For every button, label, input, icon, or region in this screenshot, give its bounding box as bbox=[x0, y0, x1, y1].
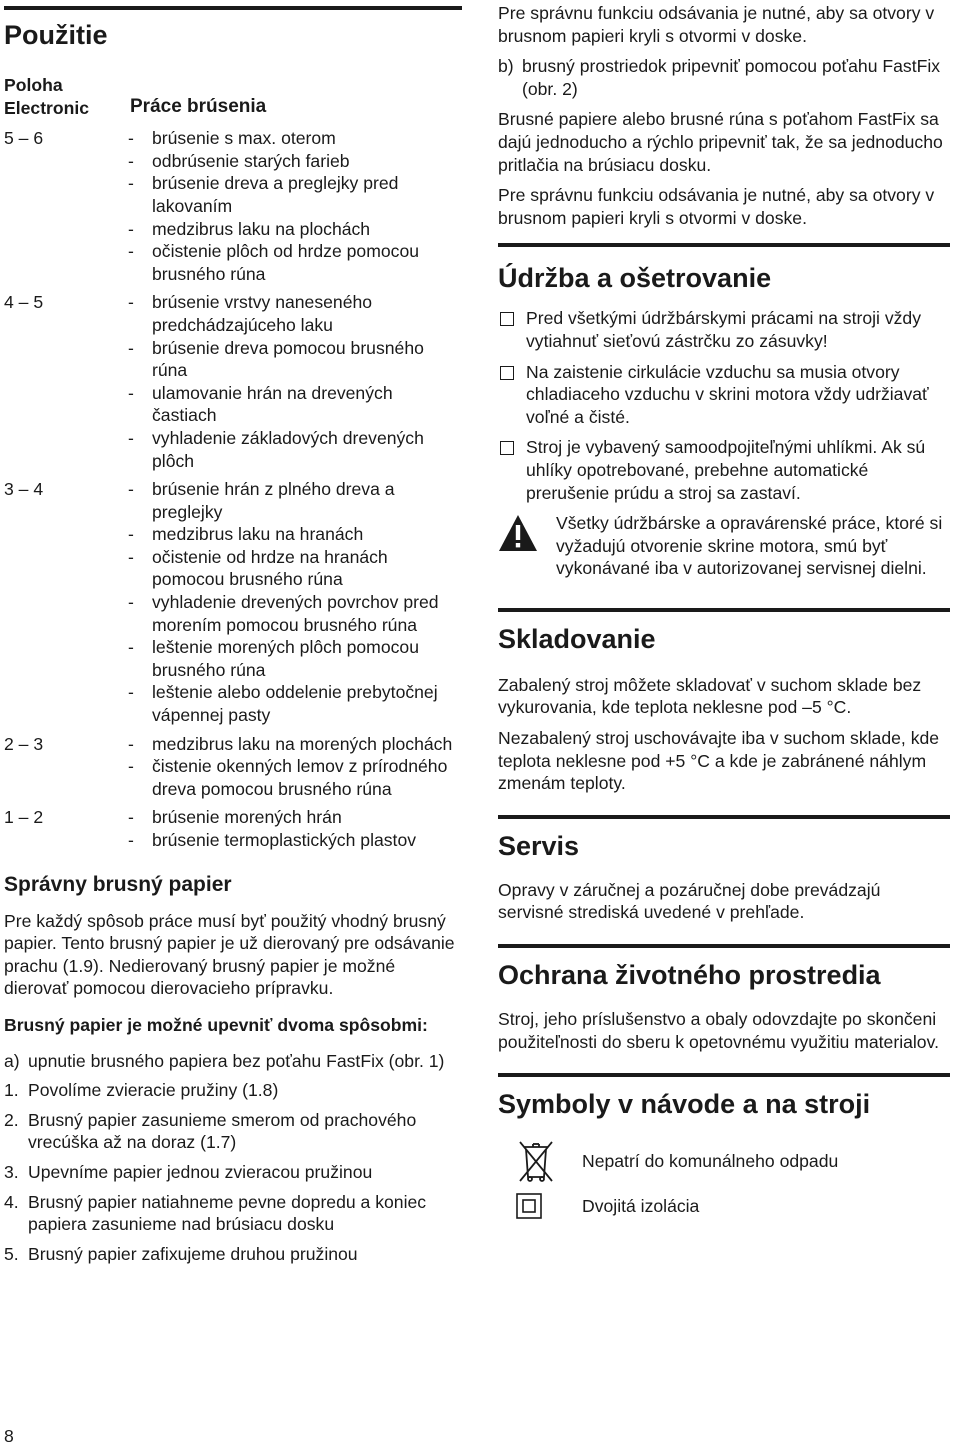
section-title-usage: Použitie bbox=[4, 20, 108, 50]
maintenance-item bbox=[498, 307, 950, 352]
usage-item bbox=[128, 755, 462, 800]
usage-item bbox=[128, 427, 462, 472]
usage-item-text: vyhladenie základových drevených plôch bbox=[152, 427, 424, 471]
step-text: Upevníme papier jednou zvieracou pružinou bbox=[28, 1161, 373, 1182]
usage-item-text: brúsenie dreva pomocou brusného rúna bbox=[152, 337, 424, 381]
usage-table-header bbox=[4, 74, 462, 119]
usage-item-text: brúsenie dreva a preglejky pred lakovaním bbox=[152, 173, 399, 216]
step-number: 2. bbox=[4, 1109, 19, 1130]
crossed-bin-icon bbox=[498, 1139, 582, 1183]
symbol-row bbox=[498, 1139, 950, 1183]
usage-item bbox=[128, 478, 462, 523]
usage-item-text: brúsenie hrán z plného dreva a preglejky bbox=[152, 479, 395, 522]
usage-item-text: medzibrus laku na morených plochách bbox=[152, 733, 453, 754]
usage-item-text: brúsenie morených hrán bbox=[152, 807, 342, 828]
storage-paragraph-1: Zabalený stroj môžete skladovať v suchom sklade bez vykurovania, kde teplota neklesne pod –5 °C. bbox=[498, 674, 922, 718]
usage-row bbox=[4, 291, 462, 472]
usage-item bbox=[128, 150, 462, 173]
page-number: 8 bbox=[4, 1426, 14, 1446]
steps-list bbox=[4, 1079, 462, 1265]
dash-marker: - bbox=[128, 524, 134, 545]
step-item bbox=[4, 1191, 462, 1236]
section-title-symbols: Symboly v návode a na stroji bbox=[498, 1089, 871, 1120]
intro-paragraph: Pre správnu funkciu odsávania je nutné, aby sa otvory v brusnom papieri kryli s otvormi v doske. bbox=[498, 3, 935, 46]
fix-methods-heading: Brusný papier je možné upevniť dvoma spôsobmi: bbox=[4, 1014, 428, 1035]
dash-marker: - bbox=[128, 150, 134, 171]
dash-marker: - bbox=[128, 427, 134, 448]
dash-marker: - bbox=[128, 756, 134, 777]
step-item bbox=[4, 1161, 462, 1184]
symbol-label: Dvojitá izolácia bbox=[582, 1195, 700, 1216]
usage-row bbox=[4, 127, 462, 285]
step-item bbox=[4, 1079, 462, 1102]
usage-item bbox=[128, 806, 462, 829]
dash-marker: - bbox=[128, 830, 134, 850]
usage-item bbox=[128, 337, 462, 382]
step-number: 5. bbox=[4, 1243, 19, 1264]
list-text: brusný prostriedok pripevniť pomocou poťahu FastFix (obr. 2) bbox=[522, 56, 941, 99]
dash-marker: - bbox=[128, 807, 134, 828]
dash-marker: - bbox=[128, 128, 134, 149]
usage-items bbox=[128, 806, 462, 851]
header-work: Práce brúsenia bbox=[130, 95, 267, 117]
maintenance-item bbox=[498, 361, 950, 429]
usage-item-text: brúsenie termoplastických plastov bbox=[152, 830, 417, 850]
dash-marker: - bbox=[128, 546, 134, 567]
section-rule bbox=[498, 944, 950, 948]
checkbox-square-icon bbox=[500, 366, 514, 380]
usage-item-text: vyhladenie drevených povrchov pred morením pomocou brusného rúna bbox=[152, 592, 439, 635]
service-paragraph: Opravy v záručnej a pozáručnej dobe prevádzajú servisné strediská uvedené v prehľade. bbox=[498, 879, 881, 923]
section-rule bbox=[4, 6, 462, 10]
usage-item bbox=[128, 733, 462, 756]
usage-item-text: leštenie alebo oddelenie prebytočnej vápennej pasty bbox=[152, 682, 438, 726]
usage-item-text: medzibrus laku na hranách bbox=[152, 524, 364, 545]
usage-item-text: brúsenie s max. oterom bbox=[152, 128, 336, 149]
usage-row bbox=[4, 733, 462, 801]
usage-level: 3 – 4 bbox=[4, 479, 44, 500]
list-label: b) bbox=[498, 56, 514, 77]
section-rule bbox=[498, 608, 950, 612]
usage-item-text: medzibrus laku na plochách bbox=[152, 218, 371, 239]
symbol-label: Nepatrí do komunálneho odpadu bbox=[582, 1150, 839, 1171]
double-insulation-icon bbox=[498, 1193, 582, 1219]
usage-item-text: leštenie morených plôch pomocou brusného rúna bbox=[152, 637, 419, 680]
dash-marker: - bbox=[128, 218, 134, 239]
intro-paragraph-2: Pre správnu funkciu odsávania je nutné, aby sa otvory v brusnom papieri kryli s otvormi v doske. bbox=[498, 185, 935, 228]
usage-level: 4 – 5 bbox=[4, 292, 44, 313]
usage-item bbox=[128, 382, 462, 427]
usage-item-text: brúsenie vrstvy naneseného predchádzajúceho laku bbox=[152, 292, 373, 335]
dash-marker: - bbox=[128, 337, 134, 358]
paper-paragraph: Pre každý spôsob práce musí byť použitý vhodný brusný papier. Tento brusný papier je už dierovaný pre odsávanie prachu (1.9). Nedierovaný brusný papier je možné dierovať pomocou dierovacieho prípravku. bbox=[4, 910, 455, 999]
usage-level: 5 – 6 bbox=[4, 128, 44, 149]
warning-block bbox=[498, 512, 950, 580]
fastfix-paragraph: Brusné papiere alebo brusné rúna s poťahom FastFix sa dajú jednoducho a rýchlo pripevniť tak, že sa jednoducho pritlačia na brúsiacu dosku. bbox=[498, 109, 943, 175]
dash-marker: - bbox=[128, 241, 134, 262]
checkbox-square-icon bbox=[500, 441, 514, 455]
usage-row bbox=[4, 478, 462, 727]
header-position: Poloha Electronic bbox=[4, 75, 90, 118]
section-rule bbox=[498, 815, 950, 819]
environment-paragraph: Stroj, jeho príslušenstvo a obaly odovzdajte po skončeni použiteľnosti do sberu k opetovnému využitiu materialov. bbox=[498, 1009, 939, 1052]
usage-item bbox=[128, 591, 462, 636]
section-rule bbox=[498, 243, 950, 247]
usage-items bbox=[128, 291, 462, 472]
usage-item bbox=[128, 218, 462, 241]
left-column bbox=[4, 0, 462, 1265]
maintenance-item-text: Pred všetkými údržbárskymi prácami na stroji vždy vytiahnuť sieťovú zástrčku zo zásuvky! bbox=[526, 308, 921, 351]
usage-item bbox=[128, 829, 462, 852]
usage-level: 1 – 2 bbox=[4, 807, 44, 828]
usage-item bbox=[128, 172, 462, 217]
step-number: 4. bbox=[4, 1191, 19, 1212]
dash-marker: - bbox=[128, 479, 134, 500]
maintenance-item bbox=[498, 436, 950, 504]
step-item bbox=[4, 1243, 462, 1266]
dash-marker: - bbox=[128, 637, 134, 658]
usage-item-text: čistenie okenných lemov z prírodného dreva pomocou brusného rúna bbox=[152, 756, 448, 799]
section-title-storage: Skladovanie bbox=[498, 623, 656, 654]
usage-item bbox=[128, 127, 462, 150]
section-title-maintenance: Údržba a ošetrovanie bbox=[498, 263, 772, 294]
usage-items bbox=[128, 478, 462, 727]
maintenance-list bbox=[498, 307, 950, 504]
usage-item bbox=[128, 636, 462, 681]
step-text: Povolíme zvieracie pružiny (1.8) bbox=[28, 1080, 279, 1101]
dash-marker: - bbox=[128, 733, 134, 754]
section-title-service: Servis bbox=[498, 830, 580, 861]
dash-marker: - bbox=[128, 592, 134, 613]
usage-item-text: očistenie plôch od hrdze pomocou brusného rúna bbox=[152, 241, 420, 284]
usage-item-text: odbrúsenie starých farieb bbox=[152, 150, 350, 171]
dash-marker: - bbox=[128, 173, 134, 194]
usage-table bbox=[4, 127, 462, 851]
step-number: 1. bbox=[4, 1080, 19, 1101]
fix-option-a bbox=[4, 1050, 462, 1073]
step-number: 3. bbox=[4, 1161, 19, 1182]
storage-paragraph-2: Nezabalený stroj uschovávajte iba v suchom sklade, kde teplota neklesne pod +5 °C a kde je zabránené náhlym zmenám teploty. bbox=[498, 728, 940, 794]
usage-item bbox=[128, 681, 462, 726]
warning-icon bbox=[498, 512, 556, 580]
step-text: Brusný papier natiahneme pevne dopredu a koniec papiera zasunieme nad brúsiacu dosku bbox=[28, 1191, 427, 1235]
dash-marker: - bbox=[128, 682, 134, 703]
maintenance-item-text: Stroj je vybavený samoodpojiteľnými uhlíkmi. Ak sú uhlíky opotrebované, prebehne automatické prerušenie prúdu a stroj sa zastaví. bbox=[526, 437, 926, 503]
usage-items bbox=[128, 733, 462, 801]
right-column bbox=[498, 0, 950, 1219]
usage-item bbox=[128, 546, 462, 591]
step-text: Brusný papier zafixujeme druhou pružinou bbox=[28, 1243, 358, 1264]
dash-marker: - bbox=[128, 292, 134, 313]
section-title-paper: Správny brusný papier bbox=[4, 872, 232, 896]
usage-level: 2 – 3 bbox=[4, 733, 44, 754]
section-title-environment: Ochrana životného prostredia bbox=[498, 960, 881, 991]
usage-items bbox=[128, 127, 462, 285]
usage-item bbox=[128, 240, 462, 285]
usage-row bbox=[4, 806, 462, 851]
list-text: upnutie brusného papiera bez poťahu FastFix (obr. 1) bbox=[28, 1050, 445, 1071]
symbol-row bbox=[498, 1193, 950, 1219]
usage-item-text: očistenie od hrdze na hranách pomocou brusného rúna bbox=[152, 546, 388, 590]
usage-item bbox=[128, 523, 462, 546]
fix-option-b bbox=[498, 55, 950, 100]
dash-marker: - bbox=[128, 382, 134, 403]
usage-item-text: ulamovanie hrán na drevených častiach bbox=[152, 382, 393, 426]
warning-text: Všetky údržbárske a opravárenské práce, ktoré si vyžadujú otvorenie skrine motora, smú byť vykonávané iba v autorizovanej servisnej dielni. bbox=[556, 513, 943, 579]
step-text: Brusný papier zasunieme smerom od prachového vrecúška až na doraz (1.7) bbox=[28, 1109, 417, 1153]
step-item bbox=[4, 1109, 462, 1154]
maintenance-item-text: Na zaistenie cirkulácie vzduchu sa musia otvory chladiaceho vzduchu v skrini motora vždy udržiavať voľné a čisté. bbox=[526, 361, 929, 427]
checkbox-square-icon bbox=[500, 312, 514, 326]
section-rule bbox=[498, 1073, 950, 1077]
list-label: a) bbox=[4, 1050, 20, 1071]
usage-item bbox=[128, 291, 462, 336]
